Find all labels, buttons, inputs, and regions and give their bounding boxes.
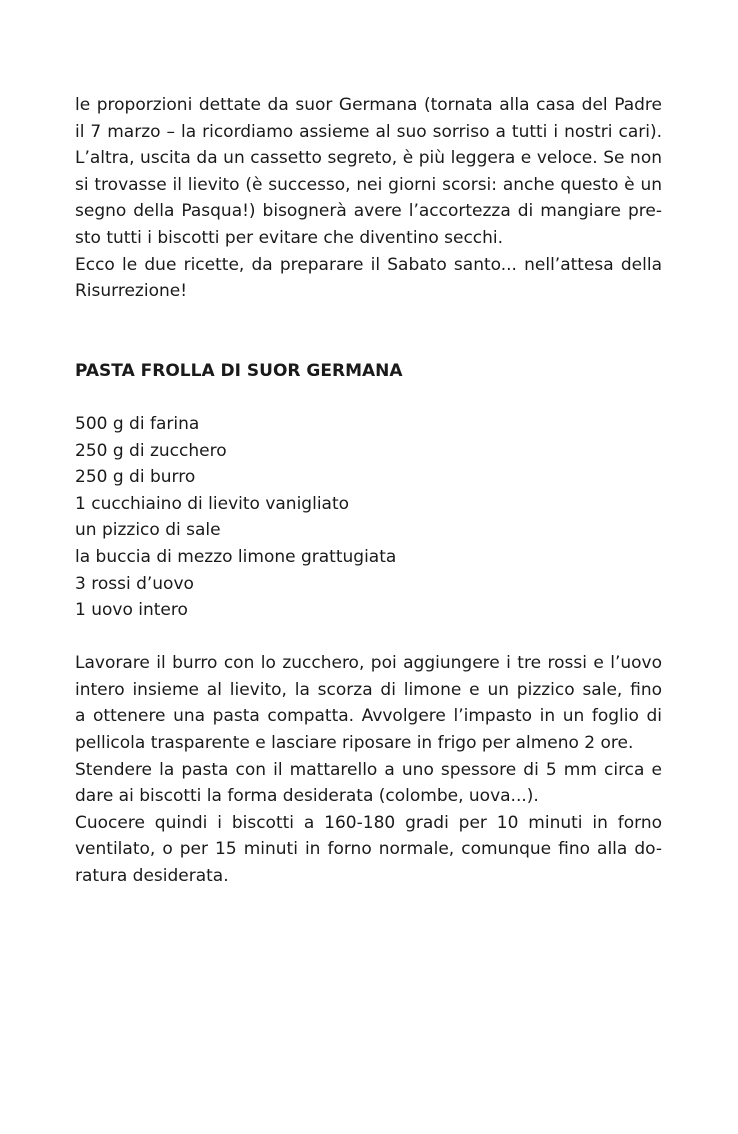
recipe-title: PASTA FROLLA DI SUOR GERMANA xyxy=(75,360,403,381)
spacer xyxy=(75,624,662,651)
text-line: Risurrezione! xyxy=(75,281,188,302)
text-line: sto tutti i biscotti per evitare che diventino secchi. xyxy=(75,227,504,248)
page-content xyxy=(75,92,662,890)
text-line: Stendere la pasta con il mattarello a uno spessore di 5 mm circa e xyxy=(75,759,662,780)
method-paragraph xyxy=(75,650,662,889)
text-line: L’altra, uscita da un cassetto segreto, è più leggera e veloce. Se non xyxy=(75,148,662,169)
ingredient-item: la buccia di mezzo limone grattugiata xyxy=(75,546,397,567)
text-line: a ottenere una pasta compatta. Avvolgere l’impasto in un foglio di xyxy=(75,706,662,727)
intro-paragraph xyxy=(75,92,662,305)
text-line: dare ai biscotti la forma desiderata (colombe, uova...). xyxy=(75,786,539,807)
text-line: Lavorare il burro con lo zucchero, poi aggiungere i tre rossi e l’uovo xyxy=(75,653,662,674)
text-line: il 7 marzo – la ricordiamo assieme al suo sorriso a tutti i nostri cari). xyxy=(75,121,662,142)
text-line: Ecco le due ricette, da preparare il Sabato santo... nell’attesa della xyxy=(75,254,662,275)
spacer xyxy=(75,384,662,411)
text-line: ventilato, o per 15 minuti in forno normale, comunque fino alla do- xyxy=(75,839,662,860)
text-line: ratura desiderata. xyxy=(75,866,229,887)
ingredient-item: 3 rossi d’uovo xyxy=(75,573,194,594)
ingredient-item: 1 cucchiaino di lievito vanigliato xyxy=(75,493,350,514)
ingredient-item: 500 g di farina xyxy=(75,413,200,434)
text-line: pellicola trasparente e lasciare riposare in frigo per almeno 2 ore. xyxy=(75,733,634,754)
text-line: Cuocere quindi i biscotti a 160-180 gradi per 10 minuti in forno xyxy=(75,812,662,833)
spacer xyxy=(75,305,662,358)
ingredient-item: un pizzico di sale xyxy=(75,520,221,541)
ingredient-item: 250 g di burro xyxy=(75,467,196,488)
ingredient-item: 1 uovo intero xyxy=(75,600,188,621)
text-line: intero insieme al lievito, la scorza di limone e un pizzico sale, fino xyxy=(75,679,662,700)
text-line: segno della Pasqua!) bisognerà avere l’accortezza di mangiare pre- xyxy=(75,201,662,222)
text-line: le proporzioni dettate da suor Germana (tornata alla casa del Padre xyxy=(75,95,662,115)
ingredient-item: 250 g di zucchero xyxy=(75,440,227,461)
ingredients-list xyxy=(75,411,662,624)
text-line: si trovasse il lievito (è successo, nei giorni scorsi: anche questo è un xyxy=(75,174,662,195)
